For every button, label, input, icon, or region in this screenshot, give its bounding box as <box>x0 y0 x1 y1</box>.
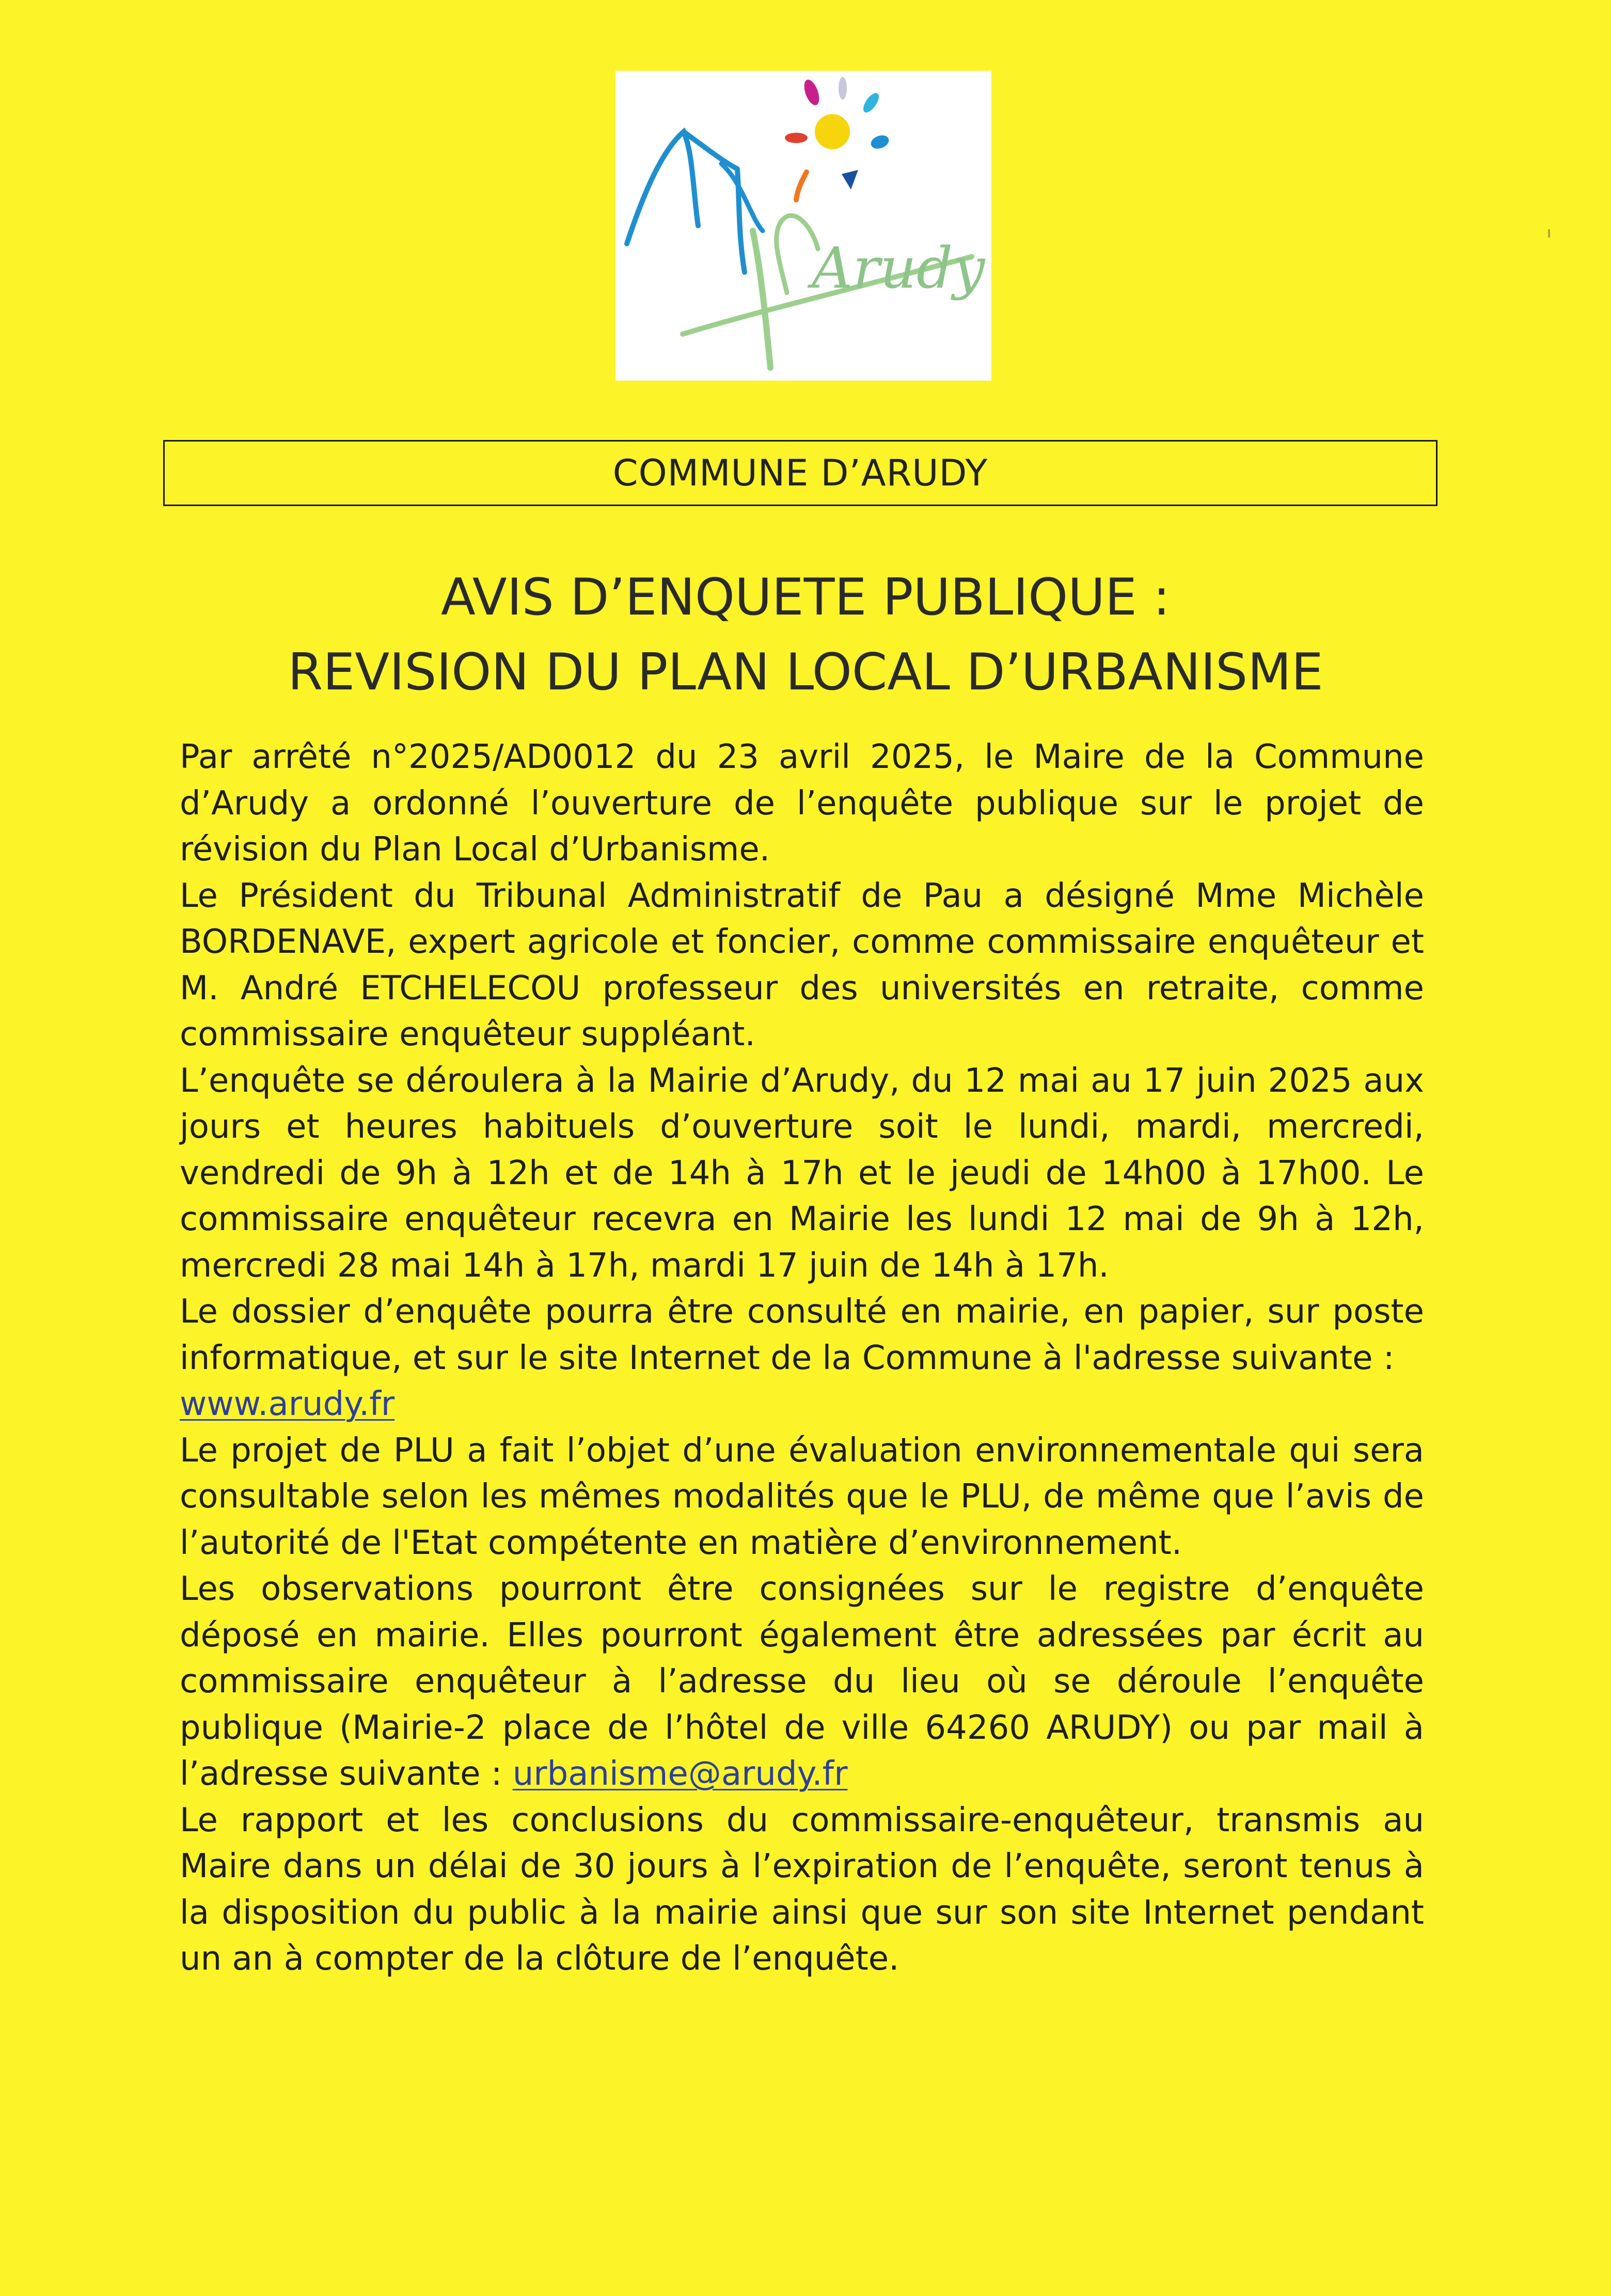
paragraph-evaluation: Le projet de PLU a fait l’objet d’une évaluation environnementale qui sera consultable selon les mêmes modalités que le PLU, de même que l’avis de l’autorité de l'Etat compétente en matière d’environnement. <box>180 1431 1424 1562</box>
observations-text: Les observations pourront être consignées sur le registre d’enquête déposé en mairie. Elles pourront également être adressées par écrit au commissaire enquêteur à l’adresse du lieu où se déroule l’enquête publique (Mairie-2 place de l’hôtel de ville 64260 ARUDY) ou par mail à l’adresse suivante : <box>180 1570 1424 1793</box>
paragraph-rapport: Le rapport et les conclusions du commissaire-enquêteur, transmis au Maire dans un délai de 30 jours à l’expiration de l’enquête, seront tenus à la disposition du public à la mairie ainsi que sur son site Internet pendant un an à compter de la clôture de l’enquête. <box>180 1801 1424 1978</box>
paragraph-commissaire: Le Président du Tribunal Administratif de Pau a désigné Mme Michèle BORDENAVE, expert agricole et foncier, comme commissaire enquêteur et M. André ETCHELECOU professeur des universités en retraite, comme commissaire enquêteur suppléant. <box>180 876 1424 1053</box>
notice-title-line1: AVIS D’ENQUETE PUBLIQUE : <box>440 568 1171 627</box>
notice-title <box>155 560 1456 710</box>
logo-wordmark: Arudy <box>812 235 985 301</box>
notice-body <box>180 734 1424 1983</box>
scan-mark <box>1548 229 1550 238</box>
arudy-logo <box>615 71 991 381</box>
website-link[interactable]: www.arudy.fr <box>180 1385 395 1423</box>
commune-title: COMMUNE D’ARUDY <box>612 452 988 494</box>
paragraph-dossier <box>180 1289 1424 1428</box>
paragraph-arrete: Par arrêté n°2025/AD0012 du 23 avril 2025, le Maire de la Commune d’Arudy a ordonné l’ouverture de l’enquête publique sur le projet de révision du Plan Local d’Urbanisme. <box>180 738 1424 869</box>
email-link[interactable]: urbanisme@arudy.fr <box>512 1755 848 1793</box>
commune-header-box <box>163 440 1438 506</box>
notice-title-line2: REVISION DU PLAN LOCAL D’URBANISME <box>288 643 1323 702</box>
dossier-text: Le dossier d’enquête pourra être consulté en mairie, en papier, sur poste informatique, et sur le site Internet de la Commune à l'adresse suivante : <box>180 1293 1424 1377</box>
paragraph-dates: L’enquête se déroulera à la Mairie d’Arudy, du 12 mai au 17 juin 2025 aux jours et heures habituels d’ouverture soit le lundi, mardi, mercredi, vendredi de 9h à 12h et de 14h à 17h et le jeudi de 14h00 à 17h00. Le commissaire enquêteur recevra en Mairie les lundi 12 mai de 9h à 12h, mercredi 28 mai 14h à 17h, mardi 17 juin de 14h à 17h. <box>180 1061 1424 1285</box>
paragraph-observations <box>180 1566 1424 1798</box>
